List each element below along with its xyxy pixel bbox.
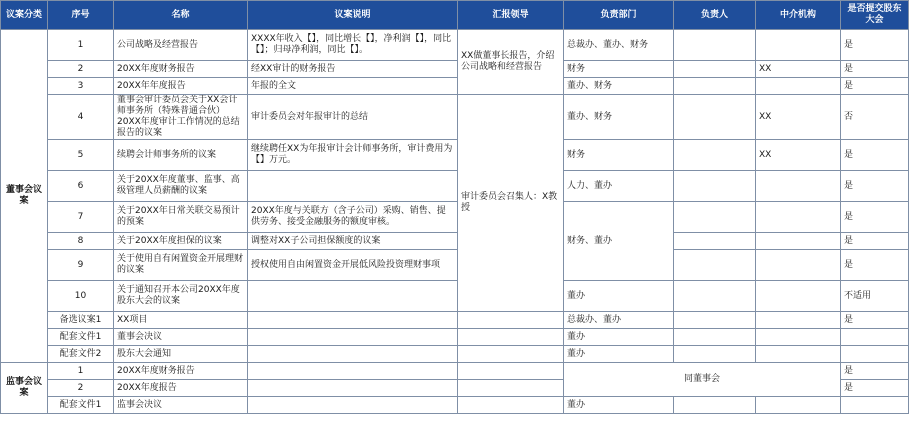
row-leader [458,380,564,397]
row-leader [458,329,564,346]
row-desc: XXXX年收入【】，同比增长【】，净利润【】，同比【】；归母净利润，同比【】。 [248,30,458,61]
row-desc [248,380,458,397]
table-header-row [1,1,909,30]
row-dept: 董办、财务 [564,95,674,140]
row-agency [756,346,841,363]
row-owner [674,78,756,95]
row-seq: 5 [48,140,114,171]
header-desc: 议案说明 [248,1,458,30]
row-agency [756,78,841,95]
row-submit: 是 [841,233,909,250]
table-row [1,78,909,95]
row-desc [248,281,458,312]
row-desc: 授权使用自由闲置资金开展低风险投资理财事项 [248,250,458,281]
row-agency [756,329,841,346]
row-seq: 6 [48,171,114,202]
row-submit: 是 [841,30,909,61]
row-owner [674,397,756,414]
row-submit [841,397,909,414]
row-owner [674,233,756,250]
row-submit: 是 [841,61,909,78]
row-leader [458,397,564,414]
table-row [1,171,909,202]
row-name: 20XX年年度报告 [114,78,248,95]
row-leader [458,312,564,329]
row-seq: 2 [48,380,114,397]
row-dept-merged: 同董事会 [564,363,841,397]
row-dept: 董办 [564,281,674,312]
table-row [1,312,909,329]
row-name: 董事会审计委员会关于XX会计师事务所（特殊普通合伙）20XX年度审计工作情况的总结报告的议案 [114,95,248,140]
row-submit: 否 [841,95,909,140]
row-name: 关于20XX年日常关联交易预计的预案 [114,202,248,233]
row-name: 监事会决议 [114,397,248,414]
row-agency: XX [756,61,841,78]
row-dept: 总裁办、董办 [564,312,674,329]
row-owner [674,95,756,140]
row-agency [756,202,841,233]
row-desc [248,329,458,346]
header-agency: 中介机构 [756,1,841,30]
row-submit: 是 [841,380,909,397]
row-name: 关于20XX年度董事、监事、高级管理人员薪酬的议案 [114,171,248,202]
row-leader [458,363,564,380]
table-row [1,30,909,61]
row-leader [458,346,564,363]
row-seq: 2 [48,61,114,78]
row-dept: 董办 [564,329,674,346]
row-seq: 7 [48,202,114,233]
row-desc: 经XX审计的财务报告 [248,61,458,78]
row-name: 关于使用自有闲置资金开展理财的议案 [114,250,248,281]
row-desc [248,171,458,202]
row-dept: 董办 [564,346,674,363]
row-dept: 董办 [564,397,674,414]
row-agency: XX [756,95,841,140]
row-name: 20XX年度财务报告 [114,363,248,380]
row-name: XX项目 [114,312,248,329]
table-row [1,329,909,346]
row-seq: 8 [48,233,114,250]
row-agency: XX [756,140,841,171]
row-owner [674,140,756,171]
row-submit: 是 [841,363,909,380]
row-name: 20XX年度财务报告 [114,61,248,78]
row-seq: 配套文件1 [48,329,114,346]
row-owner [674,61,756,78]
row-dept: 财务 [564,61,674,78]
table-row [1,95,909,140]
row-leader: 审计委员会召集人：X教授 [458,95,564,312]
row-name: 关于通知召开本公司20XX年度股东大会的议案 [114,281,248,312]
row-seq: 配套文件2 [48,346,114,363]
row-dept: 财务 [564,140,674,171]
category-supervisory: 监事会议案 [1,363,48,414]
header-leader: 汇报领导 [458,1,564,30]
header-category: 议案分类 [1,1,48,30]
row-dept: 总裁办、董办、财务 [564,30,674,61]
row-desc: 调整对XX子公司担保额度的议案 [248,233,458,250]
header-name: 名称 [114,1,248,30]
table-row [1,61,909,78]
row-seq: 9 [48,250,114,281]
row-name: 续聘会计师事务所的议案 [114,140,248,171]
row-owner [674,30,756,61]
row-desc: 年报的全文 [248,78,458,95]
row-agency [756,312,841,329]
row-submit [841,329,909,346]
row-owner [674,329,756,346]
row-name: 股东大会通知 [114,346,248,363]
row-agency [756,233,841,250]
row-desc: 审计委员会对年报审计的总结 [248,95,458,140]
row-desc: 继续聘任XX为年报审计会计师事务所，审计费用为【】万元。 [248,140,458,171]
row-owner [674,281,756,312]
row-desc [248,312,458,329]
table-row [1,250,909,281]
header-submit: 是否提交股东大会 [841,1,909,30]
row-owner [674,346,756,363]
row-owner [674,250,756,281]
row-name: 关于20XX年度担保的议案 [114,233,248,250]
row-seq: 10 [48,281,114,312]
row-owner [674,171,756,202]
row-seq: 3 [48,78,114,95]
row-seq: 1 [48,30,114,61]
row-desc [248,397,458,414]
row-agency [756,30,841,61]
header-seq: 序号 [48,1,114,30]
table-row [1,233,909,250]
row-name: 20XX年度报告 [114,380,248,397]
header-dept: 负责部门 [564,1,674,30]
row-dept: 财务、董办 [564,202,674,281]
row-agency [756,171,841,202]
row-submit: 是 [841,78,909,95]
row-submit: 是 [841,202,909,233]
header-owner: 负责人 [674,1,756,30]
table-row [1,202,909,233]
row-owner [674,202,756,233]
row-dept: 董办、财务 [564,78,674,95]
table-row [1,363,909,380]
row-submit: 是 [841,171,909,202]
table-row [1,346,909,363]
row-agency [756,397,841,414]
row-owner [674,312,756,329]
row-submit: 是 [841,250,909,281]
row-agency [756,281,841,312]
row-desc: 20XX年度与关联方（含子公司）采购、销售、提供劳务、接受金融服务的额度审核。 [248,202,458,233]
row-leader: XX做董事长报告，介绍公司战略和经营报告 [458,30,564,95]
row-desc [248,363,458,380]
category-board: 董事会议案 [1,30,48,363]
row-submit: 不适用 [841,281,909,312]
row-submit: 是 [841,140,909,171]
row-submit: 是 [841,312,909,329]
row-seq: 1 [48,363,114,380]
row-seq: 配套文件1 [48,397,114,414]
row-submit [841,346,909,363]
table-row [1,397,909,414]
table-row [1,140,909,171]
row-seq: 4 [48,95,114,140]
row-desc [248,346,458,363]
table-row [1,281,909,312]
row-agency [756,250,841,281]
row-name: 董事会决议 [114,329,248,346]
row-name: 公司战略及经营报告 [114,30,248,61]
row-seq: 备选议案1 [48,312,114,329]
row-dept: 人力、董办 [564,171,674,202]
